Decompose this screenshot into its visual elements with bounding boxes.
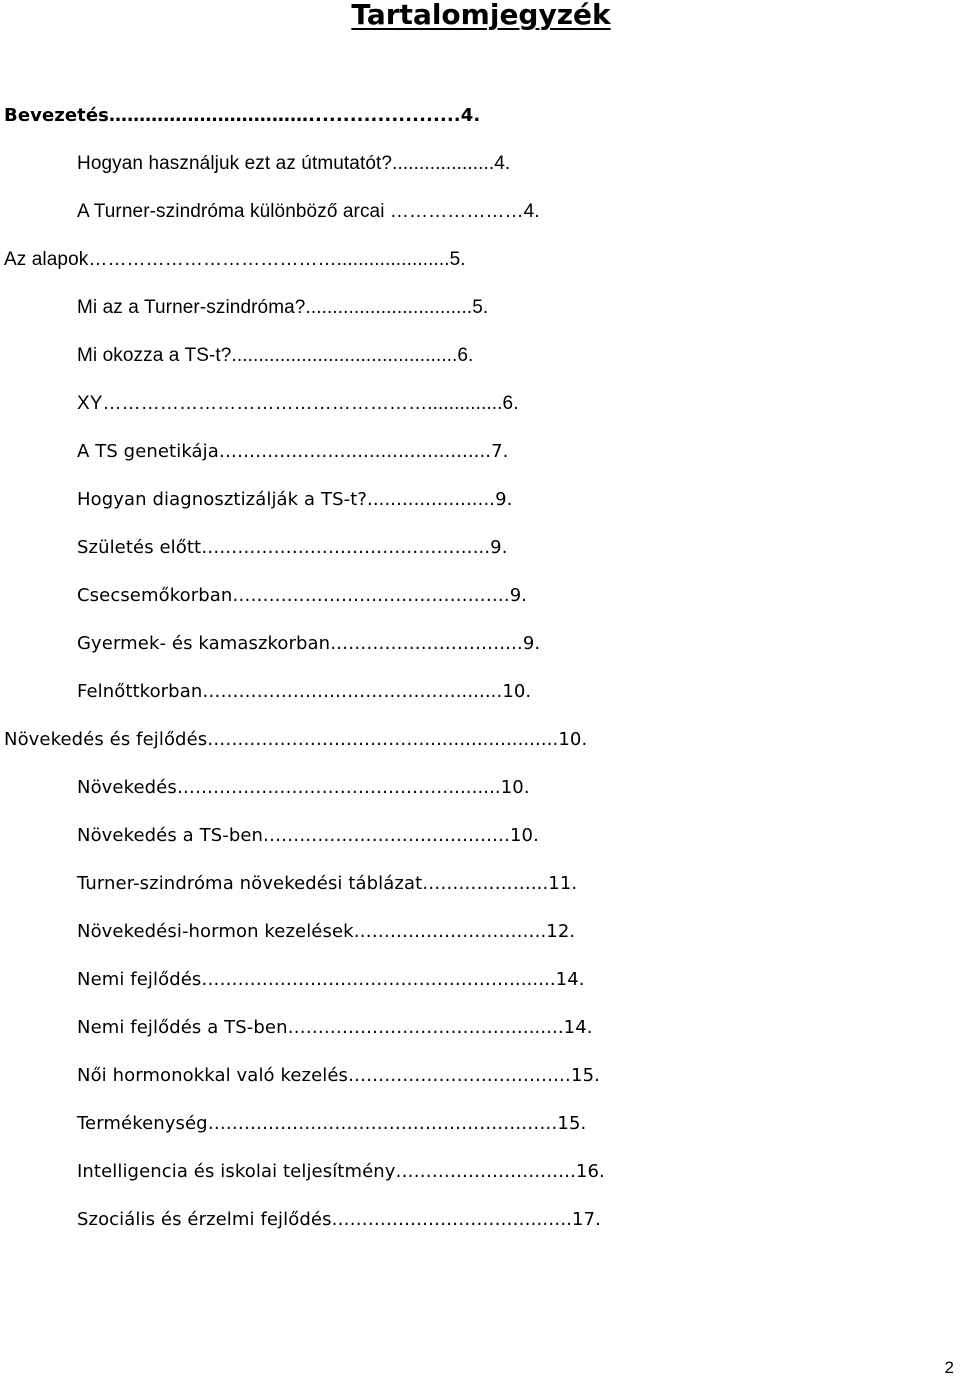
- toc-entry-hogyan-hasznaljuk[interactable]: Hogyan használjuk ezt az útmutatót?...................4.: [77, 153, 511, 174]
- toc-entry-bevezetes[interactable]: Bevezetés……………………………......................4.: [4, 105, 481, 126]
- toc-entry-novekedes[interactable]: Növekedés……………………………………….........10.: [77, 777, 530, 798]
- page-number: 2: [944, 1358, 954, 1377]
- toc-entry-novekedes-es-fejlodes[interactable]: Növekedés és fejlődés……………………………….......................10.: [4, 729, 588, 750]
- toc-entry-szocialis-erzelmi[interactable]: Szociális és érzelmi fejlődés……………………………..…..17.: [77, 1209, 601, 1230]
- toc-entry-diagnosztizaljak[interactable]: Hogyan diagnosztizálják a TS-t?......................9.: [77, 489, 513, 510]
- toc-entry-intelligencia[interactable]: Intelligencia és iskolai teljesítmény…………………….…..16.: [77, 1161, 605, 1182]
- toc-entry-nemi-fejlodes[interactable]: Nemi fejlődés……………………………………………........14.: [77, 969, 585, 990]
- document-title: Tartalomjegyzék: [351, 0, 611, 31]
- toc-entry-kulonbozo-arcai[interactable]: A Turner-szindróma különböző arcai …………………4.: [77, 201, 540, 222]
- toc-entry-szuletes-elott[interactable]: Születés előtt………………………………………...9.: [77, 537, 508, 558]
- toc-entry-felnottkorban[interactable]: Felnőttkorban……………………………………........10.: [77, 681, 532, 702]
- toc-entry-novekedes-ts-ben[interactable]: Növekedés a TS-ben…………………………….…….10.: [77, 825, 539, 846]
- toc-entry-noi-hormonok[interactable]: Női hormonokkal való kezelés…………………………….…15.: [77, 1065, 600, 1086]
- toc-entry-xy[interactable]: XY……………………………………………..............6.: [77, 393, 519, 414]
- toc-entry-novekedesi-tablazat[interactable]: Turner-szindróma növekedési táblázat………………...11.: [77, 873, 578, 894]
- toc-entry-az-alapok[interactable]: Az alapok………………………………….....................5.: [4, 249, 466, 270]
- toc-entry-csecsemokorban[interactable]: Csecsemőkorban……………………………………….9.: [77, 585, 528, 606]
- toc-entry-nemi-fejlodes-ts-ben[interactable]: Nemi fejlődés a TS-ben………………………………….......14.: [77, 1017, 593, 1038]
- toc-entry-novekedesi-hormon[interactable]: Növekedési-hormon kezelések…………………………..12.: [77, 921, 576, 942]
- toc-entry-ts-genetikaja[interactable]: A TS genetikája………………….........................7.: [77, 441, 509, 462]
- toc-entry-mi-okozza[interactable]: Mi okozza a TS-t?..........................................6.: [77, 345, 474, 366]
- toc-entry-mi-az-a-turner[interactable]: Mi az a Turner-szindróma?...............................5.: [77, 297, 489, 318]
- toc-entry-gyermek-kamaszkorban[interactable]: Gyermek- és kamaszkorban…………………………..9.: [77, 633, 541, 654]
- toc-entry-termekenyseg[interactable]: Termékenység…………………………………………….……15.: [77, 1113, 587, 1134]
